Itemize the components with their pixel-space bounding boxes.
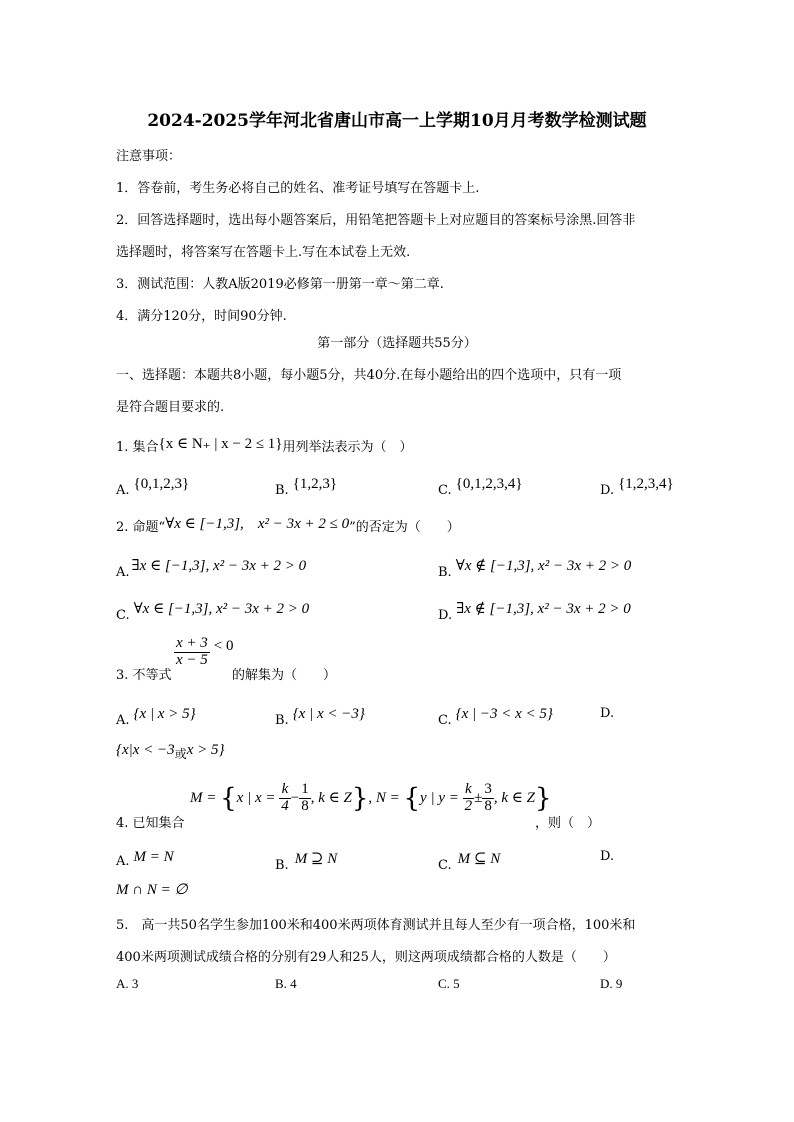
page-title: 2024-2025学年河北省唐山市高一上学期10月月考数学检测试题 bbox=[147, 111, 647, 131]
q5-option-b: B. 4 bbox=[275, 976, 297, 991]
question-4-suffix: ，则（ ） bbox=[535, 816, 601, 831]
question-5-line-1: 5. 高一共50名学生参加100米和400米两项体育测试并且每人至少有一项合格，100米和 bbox=[116, 918, 636, 933]
q2-quantifier: ∀x ∈ [−1,3], bbox=[165, 516, 244, 532]
notice-heading: 注意事项： bbox=[116, 149, 182, 164]
q5-option-c: C. 5 bbox=[438, 976, 460, 991]
question-5-line-2: 400米两项测试成绩合格的分别有29人和25人，则这两项成绩都合格的人数是（ ） bbox=[116, 950, 616, 965]
question-4-prefix: 4. 已知集合 bbox=[116, 816, 185, 831]
q3-option-b: B. {x | x < −3} bbox=[275, 706, 365, 728]
q1-option-a: A. {0,1,2,3} bbox=[116, 476, 190, 498]
part-heading: 第一部分（选择题共55分） bbox=[317, 336, 477, 351]
section-intro-2: 是符合题目要求的. bbox=[116, 400, 225, 415]
q2-option-a: A. ∃x ∈ [−1,3], x² − 3x + 2 > 0 bbox=[116, 558, 307, 580]
notice-item-3: 3．测试范围：人教A版2019必修第一册第一章～第二章. bbox=[116, 277, 444, 292]
q3-option-d-label: D. bbox=[600, 706, 615, 721]
q5-option-a: A. 3 bbox=[116, 976, 139, 991]
q2-inequality: x² − 3x + 2 ≤ 0 bbox=[257, 516, 350, 532]
q2-option-b: B. ∀x ∉ [−1,3], x² − 3x + 2 > 0 bbox=[438, 558, 632, 580]
question-1 bbox=[116, 434, 413, 455]
q1-option-b: B. {1,2,3} bbox=[275, 476, 338, 498]
q2-option-c: C. ∀x ∈ [−1,3], x² − 3x + 2 > 0 bbox=[116, 601, 310, 623]
q3-fraction: $\frac{x + 3}{x - 5}$ bbox=[176, 635, 208, 668]
q4-option-c: C. M ⊆ N bbox=[438, 851, 501, 873]
question-3-suffix: 的解集为（ ） bbox=[232, 668, 337, 683]
q4-option-a: A. M = N bbox=[116, 849, 174, 869]
q4-option-b: B. M ⊇ N bbox=[275, 851, 338, 873]
q1-option-d: D. {1,2,3,4} bbox=[600, 476, 674, 498]
notice-item-2b: 选择题时，将答案写在答题卡上.写在本试卷上无效. bbox=[116, 245, 411, 260]
q1-suffix: 用列举法表示为（ ） bbox=[282, 440, 413, 455]
q4-sets: M = {x | x = $\frac{k}{4}$ − $\frac{1}{8}$ , k ∈ Z}, N = {y | y = $\frac{k}{2}$ ± $\frac{3}{8}$ , k ∈ Z} bbox=[190, 781, 552, 814]
question-2: 2. 命题“∀x ∈ [−1,3], x² − 3x + 2 ≤ 0”的否定为（ ） bbox=[116, 516, 460, 535]
q3-option-a: A. {x | x > 5} bbox=[116, 706, 196, 728]
q2-option-d: D. ∃x ∉ [−1,3], x² − 3x + 2 > 0 bbox=[438, 601, 631, 623]
q3-option-d: {x|x < −3或x > 5} bbox=[116, 742, 225, 761]
q1-prefix: 1. 集合 bbox=[116, 440, 159, 455]
notice-item-2a: 2．回答选择题时，选出每小题答案后，用铅笔把答题卡上对应题目的答案标号涂黑.回答非 bbox=[116, 213, 636, 228]
q4-option-d: M ∩ N = ∅ bbox=[116, 882, 188, 898]
question-3-prefix: 3. 不等式 bbox=[116, 668, 172, 683]
q1-set: {x ∈ N₊ | x − 2 ≤ 1} bbox=[158, 436, 283, 452]
q1-option-c: C. {0,1,2,3,4} bbox=[438, 476, 523, 498]
notice-item-4: 4．满分120分，时间90分钟. bbox=[116, 309, 287, 324]
q5-option-d: D. 9 bbox=[600, 976, 623, 991]
section-intro-1: 一、选择题：本题共8小题，每小题5分，共40分.在每小题给出的四个选项中，只有一项 bbox=[116, 368, 622, 383]
q3-inequality: $\frac{x + 3}{x - 5}$ < 0 bbox=[176, 635, 234, 668]
q3-option-c: C. {x | −3 < x < 5} bbox=[438, 706, 553, 728]
q4-option-d-label: D. bbox=[600, 849, 615, 864]
notice-item-1: 1．答卷前，考生务必将自己的姓名、准考证号填写在答题卡上. bbox=[116, 181, 480, 196]
